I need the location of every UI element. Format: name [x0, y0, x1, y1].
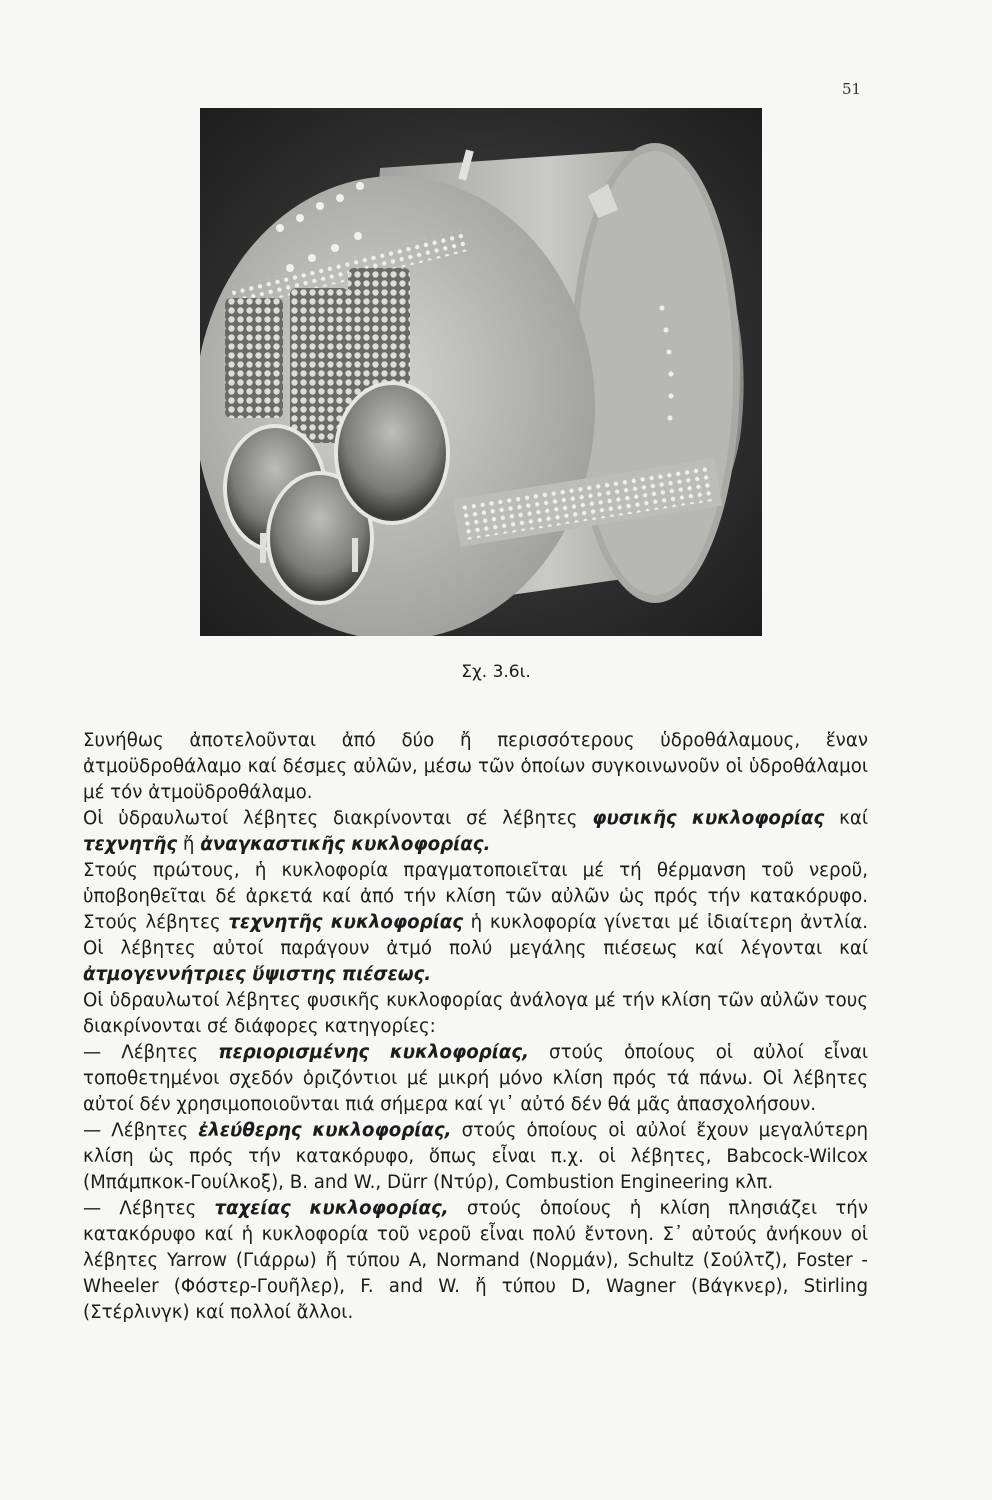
emphasized-term: ἀτμογεννήτριες ὕψιστης πιέσεως.: [83, 964, 432, 985]
paragraph: [83, 728, 868, 806]
emphasized-term: φυσικῆς κυκλοφορίας: [592, 808, 825, 829]
emphasized-term: περιορισμένης κυκλοφορίας,: [218, 1042, 529, 1063]
emphasized-term: ταχείας κυκλοφορίας,: [214, 1198, 449, 1219]
text-run: ἤ: [177, 834, 201, 855]
text-run: στούς ὁποίους ἡ κλίση πλησιάζει τήν κατακόρυφο καί ἡ κυκλοφορία τοῦ νεροῦ εἶναι πολύ ἔντονη. Σ᾽ αὐτούς ἀνήκουν οἱ λέβητες Yarrow (Γιάρρω) ἤ τύπου A, Normand (Νορμάν), Schultz (Σούλτζ), Foster - Wheeler (Φόστερ-Γουῆλερ), F. and W. ἤ τύπου D, Wagner (Βάγκνερ), Stirling (Στέρλινγκ) καί πολλοί ἄλλοι.: [83, 1198, 868, 1323]
text-run: — Λέβητες: [83, 1120, 199, 1141]
text-run: στούς ὁποίους οἱ αὐλοί εἶναι τοποθετημένοι σχεδόν ὁριζόντιοι μέ μικρή μόνο κλίση πρός τά πάνω. Οἱ λέβητες αὐτοί δέν χρησιμοποιοῦνται πιά σήμερα καί γι᾽ αὐτό δέν θά μᾶς ἀπασχολήσουν.: [83, 1042, 868, 1115]
paragraph: [83, 1196, 868, 1326]
emphasized-term: τεχνητῆς κυκλοφορίας: [228, 912, 463, 933]
text-run: ἡ κυκλοφορία γίνεται μέ ἰδιαίτερη ἀντλία. Οἱ λέβητες αὐτοί παράγουν ἀτμό πολύ μεγάλης πιέσεως καί λέγονται καί: [83, 912, 868, 959]
page-number: 51: [842, 80, 862, 98]
text-run: Οἱ ὑδραυλωτοί λέβητες φυσικῆς κυκλοφορίας ἀνάλογα μέ τήν κλίση τῶν αὐλῶν τους διακρίνονται σέ διάφορες κατηγορίες:: [83, 990, 868, 1037]
text-run: στούς ὁποίους οἱ αὐλοί ἔχουν μεγαλύτερη κλίση ὡς πρός τήν κατακόρυφο, ὅπως εἶναι π.χ. οἱ λέβητες, Babcock-Wilcox (Μπάμπκοκ-Γουίλκοξ), B. and W., Dürr (Ντύρ), Combustion Engineering κλπ.: [83, 1120, 868, 1193]
emphasized-term: τεχνητῆς: [83, 834, 178, 855]
paragraph: [83, 806, 868, 858]
figure-caption: Σχ. 3.6ι.: [461, 662, 531, 682]
body-text: [83, 728, 868, 1326]
paragraph: [83, 1040, 868, 1118]
text-run: καί: [824, 808, 868, 829]
text-run: — Λέβητες: [83, 1042, 219, 1063]
paragraph: [83, 1118, 868, 1196]
text-run: Οἱ ὑδραυλωτοί λέβητες διακρίνονται σέ λέβητες: [83, 808, 593, 829]
emphasized-term: ἐλεύθερης κυκλοφορίας,: [198, 1120, 452, 1141]
text-run: Συνήθως ἀποτελοῦνται ἀπό δύο ἤ περισσότερους ὑδροθάλαμους, ἕναν ἀτμοϋδροθάλαμο καί δέσμες αὐλῶν, μέσω τῶν ὁποίων συγκοινωνοῦν οἱ ὑδροθάλαμοι μέ τόν ἀτμοϋδροθάλαμο.: [83, 730, 868, 803]
paragraph: [83, 858, 868, 988]
emphasized-term: ἀναγκαστικῆς κυκλοφορίας.: [200, 834, 491, 855]
paragraph: [83, 988, 868, 1040]
text-run: — Λέβητες: [83, 1198, 215, 1219]
boiler-photo: [200, 108, 762, 636]
text-run: Στούς πρώτους, ἡ κυκλοφορία πραγματοποιεῖται μέ τή θέρμανση τοῦ νεροῦ, ὑποβοηθεῖται δέ ἀρκετά καί ἀπό τήν κλίση τῶν αὐλῶν ὡς πρός τήν κατακόρυφο. Στούς λέβητες: [83, 860, 868, 933]
